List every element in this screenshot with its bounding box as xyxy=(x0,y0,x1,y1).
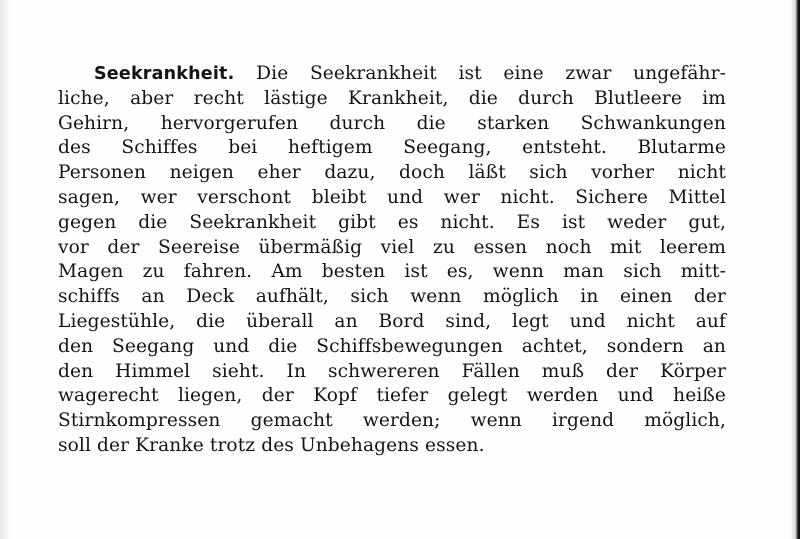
paragraph-line: Stirnkompressen gemacht werden; wenn irgend möglich, xyxy=(58,410,726,432)
paragraph-line: Gehirn, hervorgerufen durch die starken Schwankungen xyxy=(58,112,726,134)
paragraph-line-1 xyxy=(58,62,726,87)
paragraph-line: Magen zu fahren. Am besten ist es, wenn man sich mitt- xyxy=(58,261,726,283)
page-left-edge xyxy=(0,0,12,539)
paragraph-line: den Himmel sieht. In schwereren Fällen muß der Körper xyxy=(58,360,726,382)
paragraph-line: Personen neigen eher dazu, doch läßt sich vorher nicht xyxy=(58,162,726,184)
paragraph-line: wagerecht liegen, der Kopf tiefer gelegt werden und heiße xyxy=(58,385,726,407)
paragraph-line: vor der Seereise übermäßig viel zu essen noch mit leerem xyxy=(58,236,726,258)
paragraph-line: den Seegang und die Schiffsbewegungen achtet, sondern an xyxy=(58,335,726,357)
paragraph-line: gegen die Seekrankheit gibt es nicht. Es ist weder gut, xyxy=(58,211,726,233)
paragraph-line-1-text: Die Seekrankheit ist eine zwar ungefähr- xyxy=(256,63,726,84)
paragraph-line: liche, aber recht lästige Krankheit, die durch Blutleere im xyxy=(58,87,726,109)
page-right-edge xyxy=(790,0,800,539)
article-paragraph xyxy=(58,62,726,459)
paragraph-line-last: soll der Kranke trotz des Unbehagens essen. xyxy=(58,434,485,456)
article-heading: Seekrankheit. xyxy=(94,64,235,84)
paragraph-line: des Schiffes bei heftigem Seegang, entsteht. Blutarme xyxy=(58,137,726,159)
paragraph-line: Liegestühle, die überall an Bord sind, legt und nicht auf xyxy=(58,310,726,332)
paragraph-line: sagen, wer verschont bleibt und wer nicht. Sichere Mittel xyxy=(58,186,726,208)
paragraph-line: schiffs an Deck aufhält, sich wenn möglich in einen der xyxy=(58,286,726,308)
